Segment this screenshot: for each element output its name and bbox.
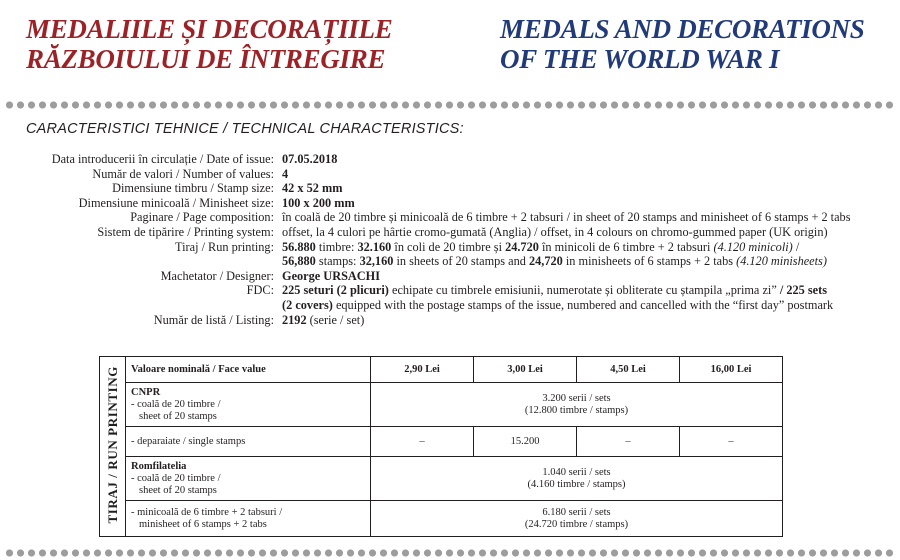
spec-label: Număr de valori / Number of values: xyxy=(92,166,274,181)
row-label-line: - coală de 20 timbre / xyxy=(131,398,221,410)
spec-row-designer xyxy=(26,269,884,284)
specs-list xyxy=(26,152,884,327)
listing-suffix: (serie / set) xyxy=(306,312,365,327)
fdc-covers-en: (2 covers) xyxy=(282,297,333,312)
run-line-ro xyxy=(282,240,884,255)
run-minisheet-count-ro: (4.120 minicoli) xyxy=(713,239,793,254)
spec-value: 4 xyxy=(282,166,289,181)
dotted-divider-bottom xyxy=(4,548,896,558)
vertical-label: TIRAJ / RUN PRINTING xyxy=(104,365,120,524)
run-text: in sheets of 20 stamps and xyxy=(393,254,529,269)
listing-number: 2192 xyxy=(282,312,307,327)
fdc-sets-en: / 225 sets xyxy=(779,283,828,298)
spec-label: FDC: xyxy=(246,283,274,298)
run-total-en: 56,880 xyxy=(282,254,316,269)
run-sheets-en: 32,160 xyxy=(359,254,394,269)
run-text: în minicoli de 6 timbre + 2 tabsuri xyxy=(538,239,714,254)
run-total-ro: 56.880 xyxy=(282,239,316,254)
title-romanian xyxy=(26,14,392,74)
value-line: (24.720 timbre / stamps) xyxy=(524,518,629,530)
title-en-line-2: OF THE WORLD WAR I xyxy=(500,44,780,74)
run-text: timbre: xyxy=(315,239,358,254)
face-value-header: Valoare nominală / Face value xyxy=(126,357,371,383)
run-printing-table xyxy=(99,356,783,537)
face-value-1: 2,90 Lei xyxy=(371,357,474,383)
spec-row-date xyxy=(26,152,884,167)
spec-row-values xyxy=(26,167,884,182)
title-ro-line-1: MEDALIILE ȘI DECORAȚIILE xyxy=(26,14,393,44)
run-text: in minisheets of 6 stamps + 2 tabs xyxy=(562,254,737,269)
spec-label: Dimensiune timbru / Stamp size: xyxy=(112,181,274,196)
value-line: 3.200 serii / sets xyxy=(542,392,611,404)
row-label: - deparaiate / single stamps xyxy=(126,427,371,457)
cnpr-title: CNPR xyxy=(131,386,161,398)
romfilatelia-title: Romfilatelia xyxy=(131,460,187,472)
fdc-sets-ro: 225 seturi (2 plicuri) xyxy=(282,283,389,298)
table-header-row xyxy=(100,357,783,383)
face-value-4: 16,00 Lei xyxy=(680,357,783,383)
row-label xyxy=(126,501,371,537)
face-value-3: 4,50 Lei xyxy=(577,357,680,383)
spec-label: Număr de listă / Listing: xyxy=(153,312,274,327)
row-label-line: - minicoală de 6 timbre + 2 tabsuri / xyxy=(131,506,283,518)
merged-value-cell xyxy=(371,457,783,501)
fdc-text: equipped with the postage stamps of the issue, numbered and cancelled with the “first day” postmark xyxy=(332,297,834,312)
vertical-label-cell xyxy=(100,357,126,537)
title-ro-line-2: RĂZBOIULUI DE ÎNTREGIRE xyxy=(26,44,386,74)
spec-row-page-composition xyxy=(26,210,884,225)
run-minisheets-en: 24,720 xyxy=(528,254,563,269)
row-label-line: sheet of 20 stamps xyxy=(139,410,217,422)
single-value-1: – xyxy=(371,427,474,457)
spec-row-fdc xyxy=(26,283,884,312)
spec-label: Paginare / Page composition: xyxy=(130,210,274,225)
fdc-text: echipate cu timbrele emisiunii, numerotate și obliterate cu ștampila „prima zi” xyxy=(388,283,780,298)
spec-value: George URSACHI xyxy=(282,268,381,283)
merged-value-cell xyxy=(371,501,783,537)
title-en-line-1: MEDALS AND DECORATIONS xyxy=(500,14,865,44)
single-value-2: 15.200 xyxy=(474,427,577,457)
spec-row-minisheet-size xyxy=(26,196,884,211)
spec-label: Tiraj / Run printing: xyxy=(175,239,274,254)
spec-row-listing xyxy=(26,313,884,328)
run-text: / xyxy=(792,239,800,254)
table-row-cnpr-sheet xyxy=(100,383,783,427)
run-line-en xyxy=(282,254,884,269)
run-text: în coli de 20 timbre și xyxy=(391,239,506,254)
spec-row-stamp-size xyxy=(26,181,884,196)
spec-value xyxy=(282,240,884,269)
run-text: stamps: xyxy=(315,254,360,269)
row-label xyxy=(126,383,371,427)
table-row-romfilatelia-minisheet xyxy=(100,501,783,537)
table-row-romfilatelia-sheet xyxy=(100,457,783,501)
row-label-line: - coală de 20 timbre / xyxy=(131,472,221,484)
title-english xyxy=(500,14,865,74)
row-label-line: sheet of 20 stamps xyxy=(139,484,217,496)
table-row-single-stamps xyxy=(100,427,783,457)
value-line: 1.040 serii / sets xyxy=(542,466,611,478)
spec-value: offset, la 4 culori pe hârtie cromo-gumată (Anglia) / offset, in 4 colours on chromo-gummed paper (UK origin) xyxy=(282,224,828,239)
spec-row-run-printing xyxy=(26,240,884,269)
spec-label: Dimensiune minicoală / Minisheet size: xyxy=(78,195,274,210)
section-title: CARACTERISTICI TEHNICE / TECHNICAL CHARACTERISTICS: xyxy=(26,121,464,137)
run-minisheet-count-en: (4.120 minisheets) xyxy=(736,254,827,269)
spec-label: Data introducerii în circulație / Date of issue: xyxy=(51,152,274,166)
run-minisheets-ro: 24.720 xyxy=(505,239,539,254)
single-value-3: – xyxy=(577,427,680,457)
spec-value: în coală de 20 timbre și minicoală de 6 timbre + 2 tabsuri / in sheet of 20 stamps and minisheet of 6 stamps + 2 tabs xyxy=(282,210,851,225)
spec-value xyxy=(282,283,884,312)
spec-value: 42 x 52 mm xyxy=(282,181,343,196)
spec-label: Machetator / Designer: xyxy=(160,268,274,283)
spec-value: 100 x 200 mm xyxy=(282,195,355,210)
spec-row-printing-system xyxy=(26,225,884,240)
fdc-line-ro xyxy=(282,283,884,298)
value-line: (12.800 timbre / stamps) xyxy=(524,404,629,416)
value-line: 6.180 serii / sets xyxy=(542,506,611,518)
face-value-2: 3,00 Lei xyxy=(474,357,577,383)
merged-value-cell xyxy=(371,383,783,427)
row-label-line: minisheet of 6 stamps + 2 tabs xyxy=(139,518,267,530)
dotted-divider-top xyxy=(4,100,896,110)
single-value-4: – xyxy=(680,427,783,457)
spec-value xyxy=(282,313,884,328)
value-line: (4.160 timbre / stamps) xyxy=(527,478,626,490)
spec-value: 07.05.2018 xyxy=(282,152,338,166)
run-sheets-ro: 32.160 xyxy=(357,239,392,254)
spec-label: Sistem de tipărire / Printing system: xyxy=(97,224,274,239)
fdc-line-en xyxy=(282,298,884,313)
row-label xyxy=(126,457,371,501)
